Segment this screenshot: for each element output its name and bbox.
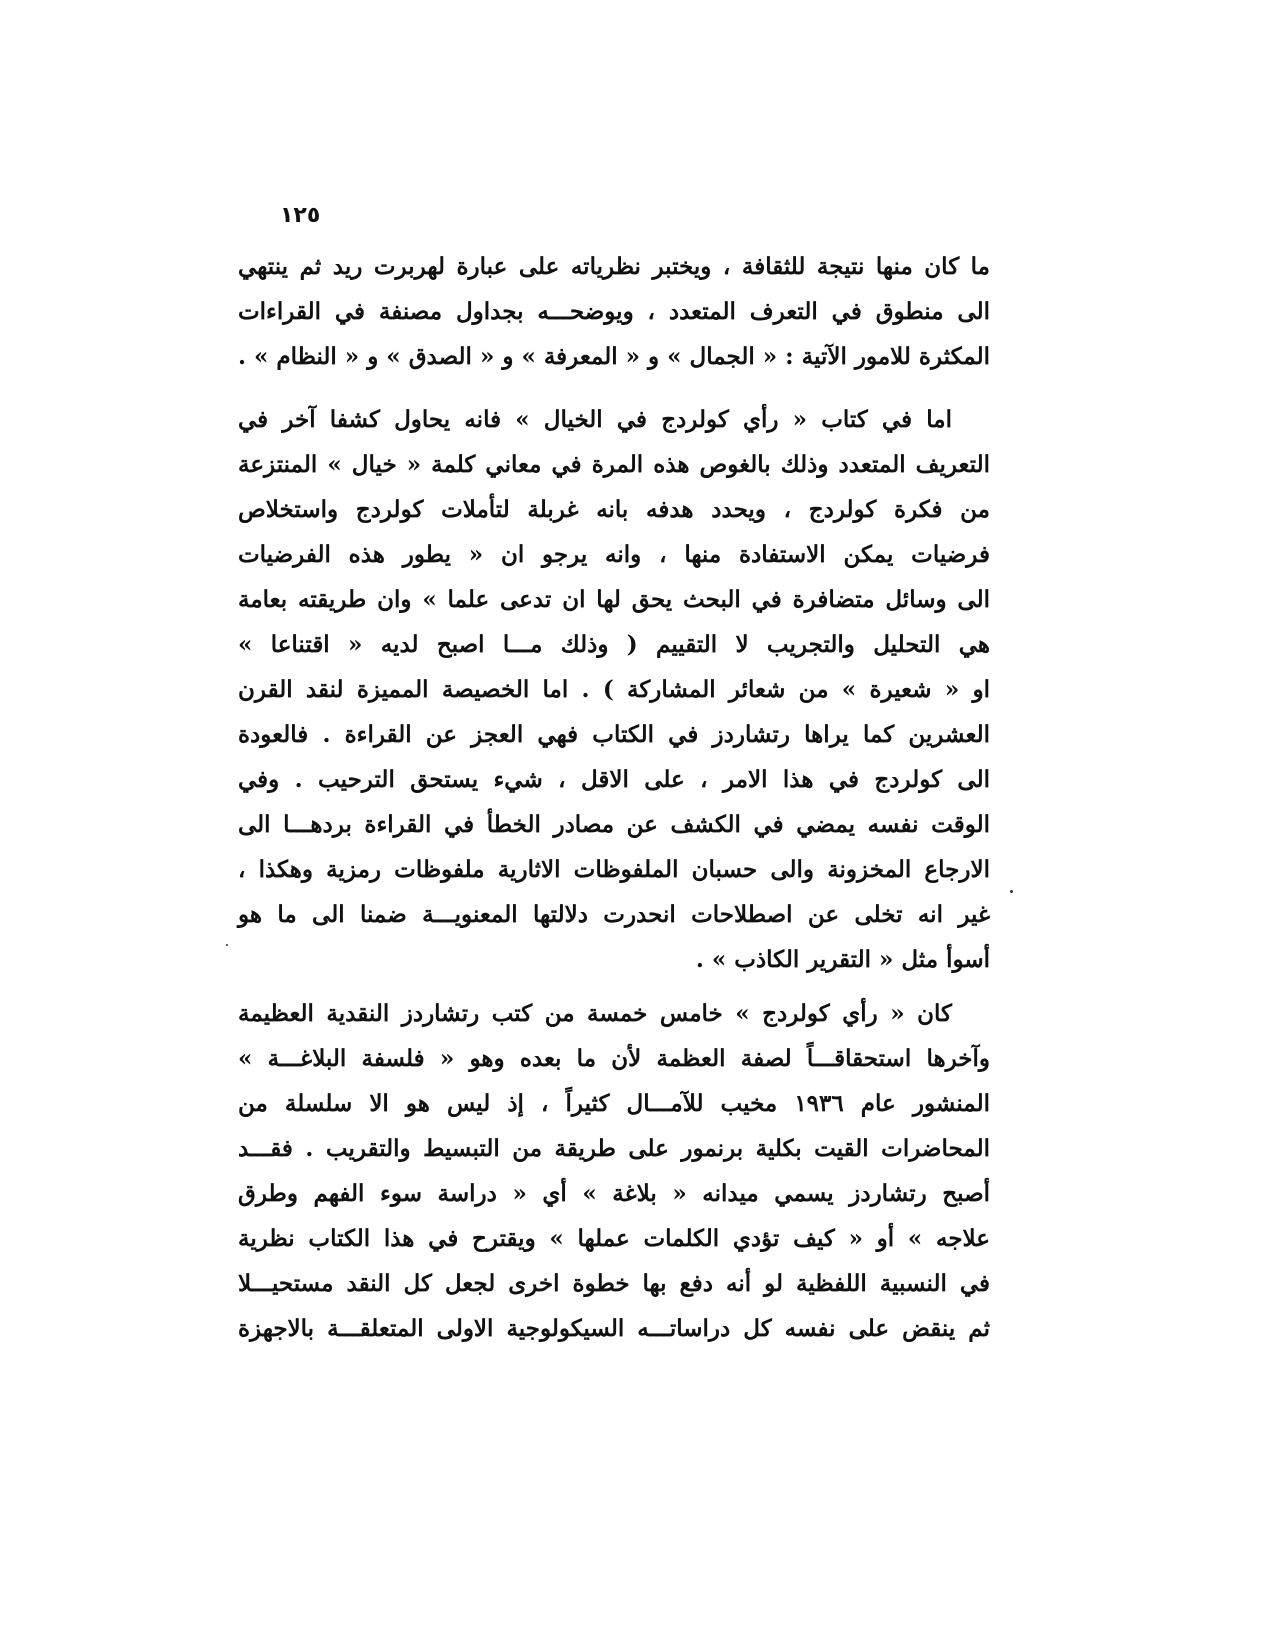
text-line: أسوأ مثل « التقرير الكاذب » . — [695, 946, 990, 973]
text-line: الى منطوق في التعرف المتعدد ، ويوضحـــه بجداول مصنفة في القراءات — [238, 298, 990, 325]
paragraph — [238, 991, 990, 1351]
scan-speck — [1010, 890, 1013, 893]
text-line: هي التحليل والتجريب لا التقييم ( وذلك مـــا اصبح لديه « اقتناعا » — [238, 631, 990, 658]
text-line: او « شعيرة » من شعائر المشاركة ) . اما الخصيصة المميزة لنقد القرن — [238, 676, 990, 703]
page-number: ١٢٥ — [280, 203, 321, 228]
scan-speck — [226, 944, 228, 946]
text-line: علاجه » أو « كيف تؤدي الكلمات عملها » ويقترح في هذا الكتاب نظرية — [238, 1225, 990, 1252]
text-line: فرضيات يمكن الاستفادة منها ، وانه يرجو ان « يطور هذه الفرضيات — [238, 541, 990, 568]
paragraph — [238, 397, 990, 982]
text-line: المحاضرات القيت بكلية برنمور على طريقة من التبسيط والتقريب . فقـــد — [238, 1135, 990, 1162]
text-line: التعريف المتعدد وذلك بالغوص هذه المرة في معاني كلمة « خيال » المنتزعة — [238, 451, 990, 478]
text-line: من فكرة كولردج ، ويحدد هدفه بانه غربلة لتأملات كولردج واستخلاص — [238, 496, 990, 523]
text-line: أصبح رتشاردز يسمي ميدانه « بلاغة » أي « دراسة سوء الفهم وطرق — [238, 1180, 990, 1207]
text-line: ما كان منها نتيجة للثقافة ، ويختبر نظرياته على عبارة لهربرت ريد ثم ينتهي — [238, 253, 990, 280]
text-line: ثم ينقض على نفسه كل دراساتـــه السيكولوجية الاولى المتعلقـــة بالاجهزة — [238, 1315, 990, 1342]
text-line: غير انه تخلى عن اصطلاحات انحدرت دلالتها المعنويـــة ضمنا الى ما هو — [238, 901, 990, 928]
text-line: الى وسائل متضافرة في البحث يحق لها ان تدعى علما » وان طريقته بعامة — [238, 586, 990, 613]
text-line: الارجاع المخزونة والى حسبان الملفوظات الاثارية ملفوظات رمزية وهكذا ، — [238, 856, 990, 883]
text-line: العشرين كما يراها رتشاردز في الكتاب فهي العجز عن القراءة . فالعودة — [238, 721, 990, 748]
text-line: الى كولردج في هذا الامر ، على الاقل ، شيء يستحق الترحيب . وفي — [238, 766, 990, 793]
text-line: المنشور عام ١٩٣٦ مخيب للآمـــال كثيراً ، إذ ليس هو الا سلسلة من — [238, 1090, 990, 1117]
text-line: اما في كتاب « رأي كولردج في الخيال » فانه يحاول كشفا آخر في — [238, 406, 952, 433]
text-line: المكثرة للامور الآتية : « الجمال » و « المعرفة » و « الصدق » و « النظام » . — [237, 343, 990, 370]
text-line: الوقت نفسه يمضي في الكشف عن مصادر الخطأ في القراءة بردهـــا الى — [238, 811, 990, 838]
paragraph — [238, 244, 990, 379]
text-line: وآخرها استحقاقـــاً لصفة العظمة لأن ما بعده وهو « فلسفة البلاغـــة » — [238, 1045, 990, 1072]
text-line: كان « رأي كولردج » خامس خمسة من كتب رتشاردز النقدية العظيمة — [238, 1000, 952, 1027]
text-line: في النسبية اللفظية لو أنه دفع بها خطوة اخرى لجعل كل النقد مستحيـــلا — [238, 1270, 990, 1297]
